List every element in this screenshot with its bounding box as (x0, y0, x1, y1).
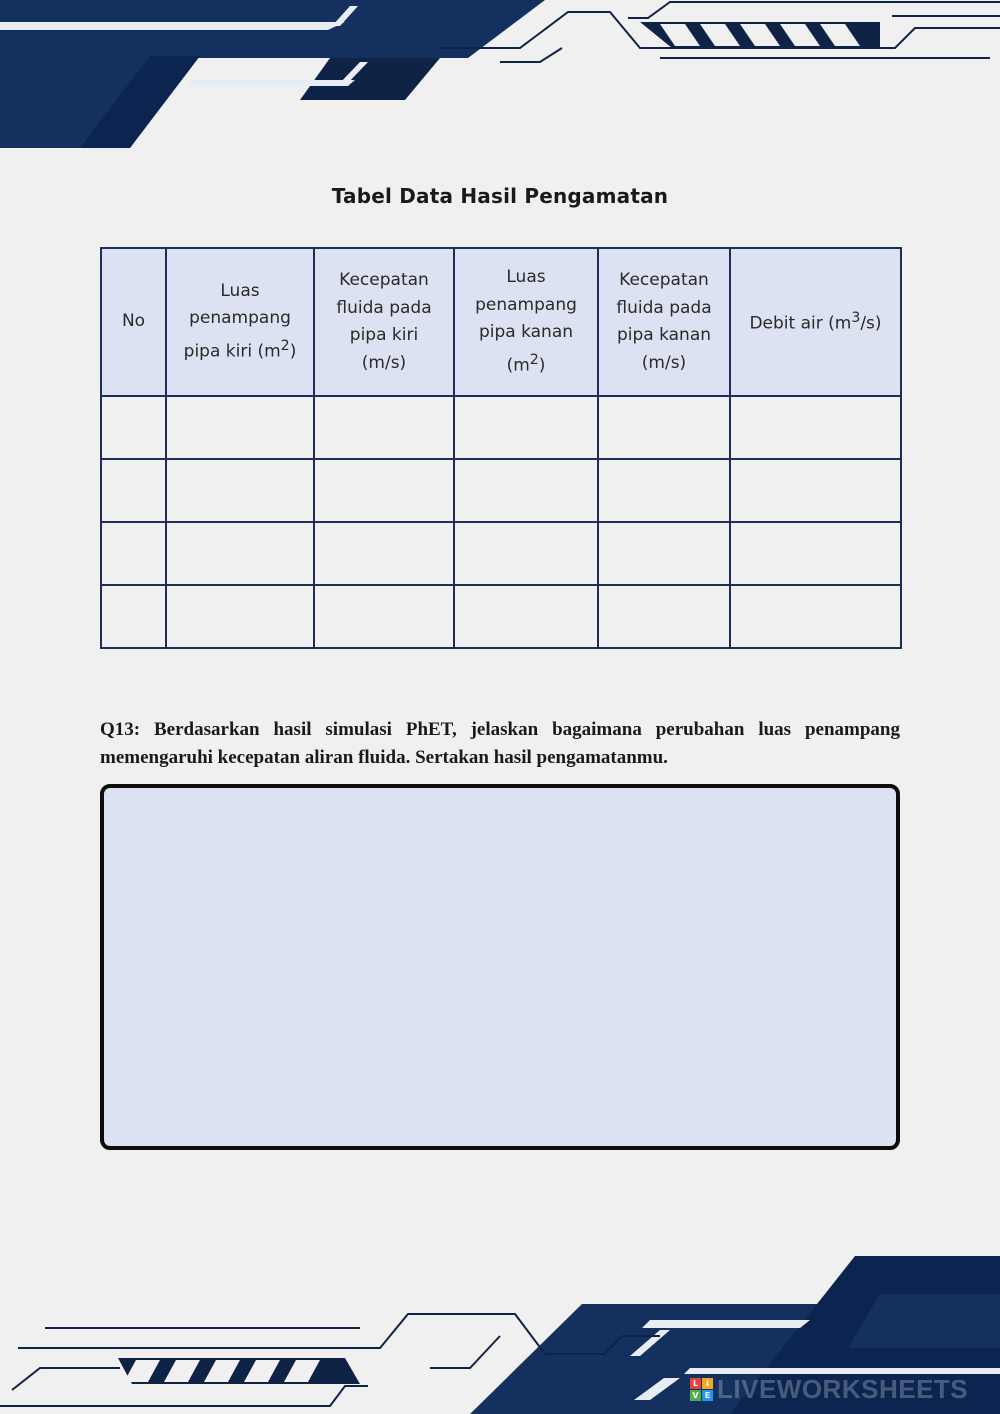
table-cell (730, 396, 901, 459)
header-decoration (0, 0, 1000, 160)
cell-input[interactable] (731, 397, 900, 458)
cell-input[interactable] (102, 460, 165, 521)
cell-input[interactable] (599, 397, 729, 458)
table-cell (101, 459, 166, 522)
table-header-row (101, 248, 901, 396)
table-cell (730, 522, 901, 585)
table-cell (166, 585, 314, 648)
header-superscript: 2 (529, 351, 539, 368)
cell-input[interactable] (167, 397, 313, 458)
cell-input[interactable] (455, 460, 597, 521)
table-cell (314, 396, 454, 459)
cell-input[interactable] (315, 460, 453, 521)
cell-input[interactable] (731, 460, 900, 521)
logo-letter: I (702, 1378, 713, 1389)
header-text: Debit air (m (749, 314, 852, 335)
column-header-right-area (454, 248, 598, 396)
answer-textarea[interactable] (100, 784, 900, 1150)
table-cell (598, 522, 730, 585)
table-cell (454, 522, 598, 585)
liveworksheets-watermark (690, 1374, 968, 1404)
table-row (101, 585, 901, 648)
table-cell (314, 459, 454, 522)
table-cell (454, 396, 598, 459)
cell-input[interactable] (455, 397, 597, 458)
table-cell (166, 522, 314, 585)
cell-input[interactable] (102, 523, 165, 584)
cell-input[interactable] (455, 523, 597, 584)
cell-input[interactable] (731, 523, 900, 584)
table-cell (101, 396, 166, 459)
table-row (101, 522, 901, 585)
cell-input[interactable] (167, 460, 313, 521)
table-cell (166, 459, 314, 522)
header-text: Kecepatan fluida pada pipa kiri (m/s) (336, 270, 432, 373)
table-cell (730, 585, 901, 648)
table-cell (598, 396, 730, 459)
header-text: Luas penampang pipa kanan (m (475, 267, 577, 376)
cell-input[interactable] (599, 460, 729, 521)
cell-input[interactable] (315, 586, 453, 647)
cell-input[interactable] (167, 586, 313, 647)
header-superscript: 3 (851, 310, 861, 327)
table-row (101, 396, 901, 459)
liveworksheets-logo-icon (690, 1378, 713, 1401)
table-cell (101, 585, 166, 648)
logo-letter: L (690, 1378, 701, 1389)
table-cell (166, 396, 314, 459)
header-text: No (121, 311, 146, 332)
table-cell (454, 459, 598, 522)
header-text: Kecepatan fluida pada pipa kanan (m/s) (616, 270, 712, 373)
cell-input[interactable] (102, 586, 165, 647)
table-cell (314, 522, 454, 585)
cell-input[interactable] (455, 586, 597, 647)
cell-input[interactable] (102, 397, 165, 458)
header-text: Luas penampang pipa kiri (m (183, 280, 291, 362)
table-cell (730, 459, 901, 522)
table-row (101, 459, 901, 522)
cell-input[interactable] (167, 523, 313, 584)
table-cell (314, 585, 454, 648)
header-text-suffix: ) (538, 355, 546, 376)
table-cell (598, 585, 730, 648)
page-title: Tabel Data Hasil Pengamatan (331, 184, 669, 208)
watermark-text: LIVEWORKSHEETS (717, 1373, 969, 1404)
header-superscript: 2 (280, 337, 290, 354)
table-cell (101, 522, 166, 585)
cell-input[interactable] (731, 586, 900, 647)
cell-input[interactable] (315, 397, 453, 458)
header-text-suffix: /s) (860, 314, 882, 335)
column-header-left-area (166, 248, 314, 396)
observation-data-table (100, 247, 902, 649)
cell-input[interactable] (599, 523, 729, 584)
table-cell (598, 459, 730, 522)
header-text-suffix: ) (289, 341, 297, 362)
column-header-right-velocity (598, 248, 730, 396)
column-header-discharge (730, 248, 901, 396)
cell-input[interactable] (599, 586, 729, 647)
question-q13: Q13: Berdasarkan hasil simulasi PhET, jelaskan bagaimana perubahan luas penampang memengaruhi kecepatan aliran fluida. Sertakan hasil pengamatanmu. (100, 719, 900, 768)
column-header-left-velocity (314, 248, 454, 396)
column-header-no (101, 248, 166, 396)
logo-letter: V (690, 1390, 701, 1401)
cell-input[interactable] (315, 523, 453, 584)
table-cell (454, 585, 598, 648)
logo-letter: E (702, 1390, 713, 1401)
